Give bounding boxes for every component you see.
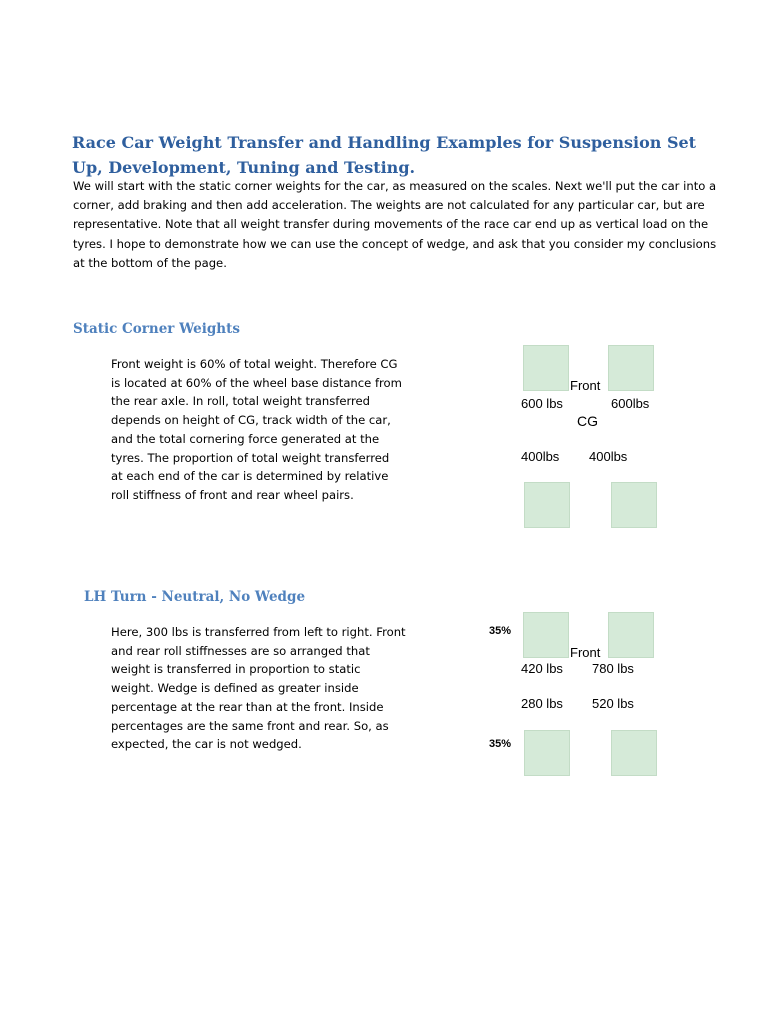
intro-paragraph: We will start with the static corner weights for the car, as measured on the scales. Next we'll put the car into a corner, add braking and then add acceleration. The weights are not calculated for any particular car, but are representative. Note that all weight transfer during movements of the race car end up as vertical load on the tyres. I hope to demonstrate how we can use the concept of wedge, and ask that you consider my conclusions at the bottom of the page. [73, 179, 717, 270]
rear-right-weight: 520 lbs [592, 696, 634, 711]
rear-left-weight: 280 lbs [521, 696, 563, 711]
tyre-rear-left [524, 730, 570, 776]
front-inside-percentage: 35% [489, 625, 512, 637]
section-heading-lh-turn-neutral: LH Turn - Neutral, No Wedge [84, 589, 306, 605]
front-right-weight: 780 lbs [592, 661, 634, 676]
front-label: Front [570, 645, 601, 660]
front-label: Front [570, 378, 601, 393]
tyre-front-right [608, 345, 654, 391]
front-left-weight: 600 lbs [521, 396, 563, 411]
tyre-rear-right [611, 482, 657, 528]
static-corner-weights-text: Front weight is 60% of total weight. Therefore CG is located at 60% of the wheel base distance from the rear axle. In roll, total weight transferred depends on height of CG, track width of the car, and the total cornering force generated at the tyres. The proportion of total weight transferred at each end of the car is determined by relative roll stiffness of front and rear wheel pairs. [111, 357, 402, 502]
tyre-front-left [523, 612, 569, 658]
tyre-rear-left [524, 482, 570, 528]
tyre-rear-right [611, 730, 657, 776]
document-title: Race Car Weight Transfer and Handling Examples for Suspension Set Up, Development, Tuning and Testing. [72, 133, 697, 177]
tyre-front-left [523, 345, 569, 391]
lh-turn-neutral-text: Here, 300 lbs is transferred from left to right. Front and rear roll stiffnesses are so arranged that weight is transferred in proportion to static weight. Wedge is defined as greater inside percentage at the rear than at the front. Inside percentages are the same front and rear. So, as expected, the car is not wedged. [111, 625, 406, 752]
section-heading-static-corner-weights: Static Corner Weights [73, 321, 240, 337]
front-right-weight: 600lbs [611, 396, 650, 411]
rear-inside-percentage: 35% [489, 738, 512, 750]
tyre-front-right [608, 612, 654, 658]
rear-right-weight: 400lbs [589, 449, 628, 464]
front-left-weight: 420 lbs [521, 661, 563, 676]
rear-left-weight: 400lbs [521, 449, 560, 464]
cg-label: CG [577, 413, 598, 429]
